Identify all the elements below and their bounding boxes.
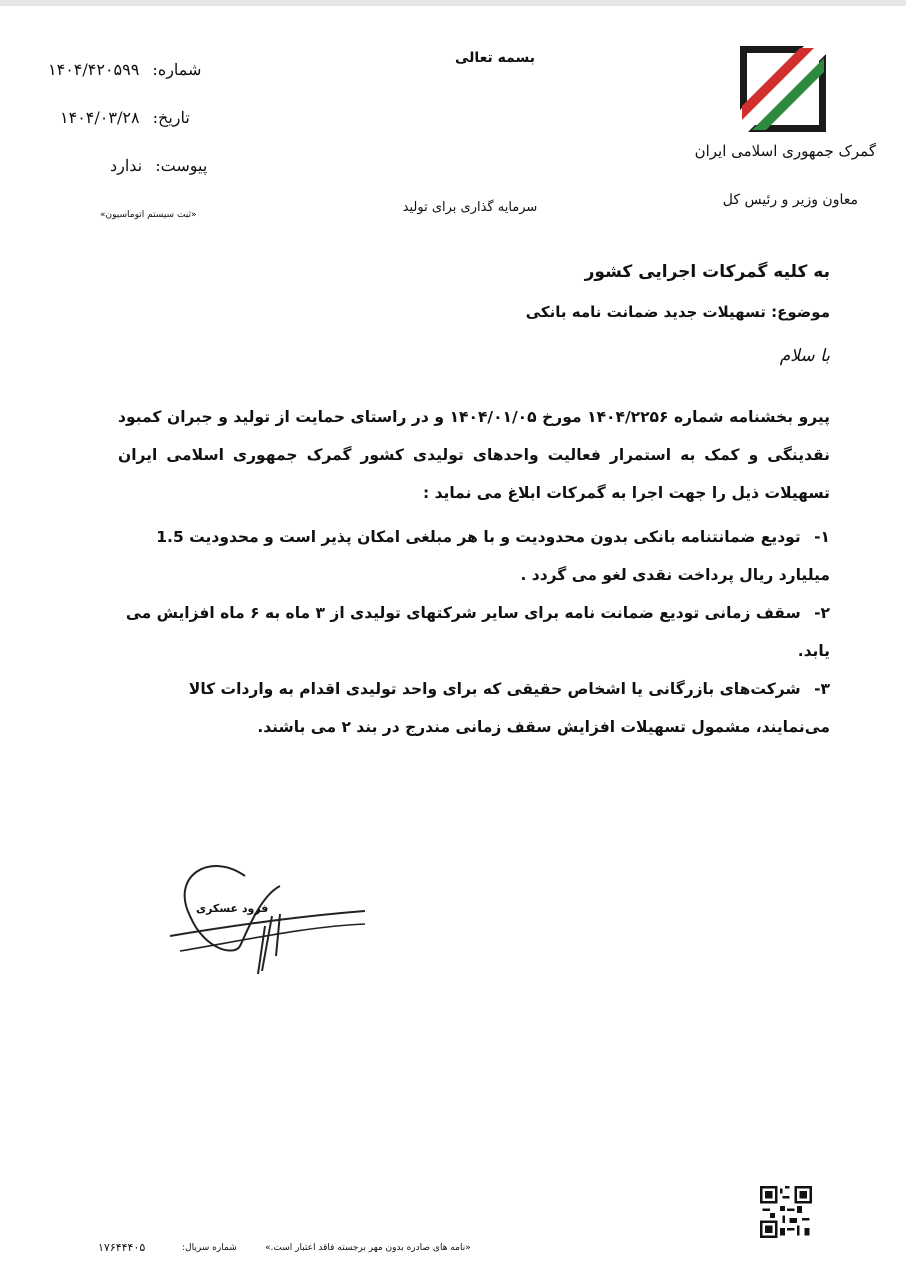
clause-text: تودیع ضمانتنامه بانکی بدون محدودیت و با هر مبلغی امکان پذیر است و محدودیت 1.5 میلیارد ریال پرداخت نقدی لغو می گردد . <box>156 528 830 584</box>
letter-date-value: ۱۴۰۴/۰۳/۲۸ <box>60 108 140 127</box>
letter-date-label: تاریخ: <box>152 108 190 127</box>
clause-number: ۱- <box>814 528 830 546</box>
letter-number <box>48 60 201 79</box>
clause-item <box>118 670 830 746</box>
recipient: به کلیه گمرکات اجرایی کشور <box>584 262 830 282</box>
attachment-label: پیوست: <box>155 156 208 175</box>
clause-text: شرکت‌های بازرگانی یا اشخاص حقیقی که برای واحد تولیدی اقدام به واردات کالا می‌نمایند، مشمول تسهیلات افزایش سقف زمانی مندرج در بند ۲ می باشند. <box>188 680 830 736</box>
greeting: با سلام <box>779 346 830 366</box>
clause-item <box>118 518 830 594</box>
letter-number-value: ۱۴۰۴/۴۲۰۵۹۹ <box>48 60 140 79</box>
serial-value: ۱۷۶۴۴۴۰۵ <box>98 1241 146 1254</box>
auto-registration-note: «ثبت سیستم اتوماسیون» <box>100 210 197 220</box>
handwritten-signature <box>150 856 370 986</box>
clause-number: ۳- <box>814 680 830 698</box>
validity-note: «نامه های صادره بدون مهر برجسته فاقد اعتبار است.» <box>265 1243 471 1253</box>
letter-number-label: شماره: <box>152 60 202 79</box>
signer-name: فرود عسکری <box>196 902 269 915</box>
letter-attachment <box>110 156 207 175</box>
clause-number: ۲- <box>814 604 830 622</box>
attachment-value: ندارد <box>110 156 143 175</box>
body-paragraph: پیرو بخشنامه شماره ۱۴۰۴/۲۲۵۶ مورخ ۱۴۰۴/۰۱/۰۵ و در راستای حمایت از تولید و جبران کمبود نقدینگی و کمک به استمرار فعالیت واحدهای تولیدی کشور گمرک جمهوری اسلامی ایران تسهیلات ذیل را جهت اجرا به گمرکات ابلاغ می نماید : <box>118 408 830 502</box>
clause-text: سقف زمانی تودیع ضمانت نامه برای سایر شرکتهای تولیدی از ۳ ماه به ۶ ماه افزایش می یابد. <box>125 604 830 660</box>
subject: موضوع: تسهیلات جدید ضمانت نامه بانکی <box>525 303 830 321</box>
top-border <box>0 0 906 6</box>
serial-label: شماره سریال: <box>182 1243 237 1253</box>
letter-date <box>60 108 190 127</box>
qr-code-icon <box>760 1186 812 1238</box>
deputy-title: معاون وزیر و رئیس کل <box>722 192 858 208</box>
slogan: سرمایه گذاری برای تولید <box>402 200 538 215</box>
customs-emblem-icon <box>740 46 826 132</box>
organization-name: گمرک جمهوری اسلامی ایران <box>694 142 876 160</box>
clause-item <box>118 594 830 670</box>
invocation: بسمه تعالی <box>454 50 536 66</box>
